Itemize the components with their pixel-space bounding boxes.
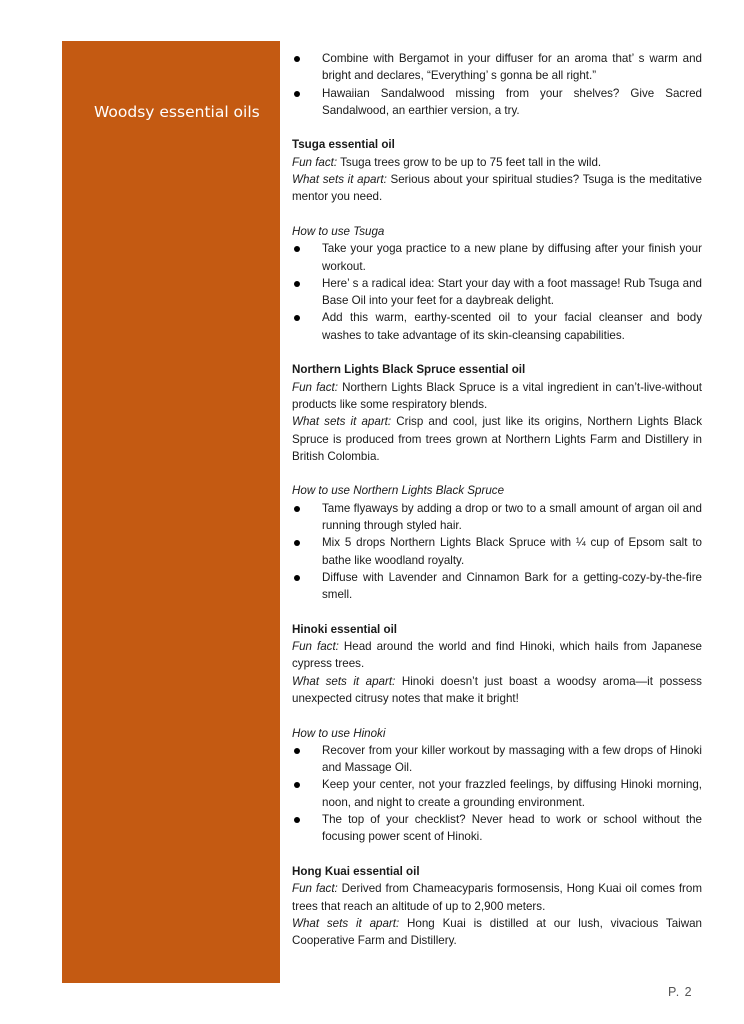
list-item: Diffuse with Lavender and Cinnamon Bark for a getting-cozy-by-the-fire smell. — [292, 569, 702, 604]
section-heading: Tsuga essential oil — [292, 138, 395, 152]
intro-bullet-list — [292, 50, 702, 119]
list-item: Hawaiian Sandalwood missing from your shelves? Give Sacred Sandalwood, an earthier version, a try. — [292, 85, 702, 120]
fun-fact-text: Head around the world and find Hinoki, which hails from Japanese cypress trees. — [292, 640, 702, 671]
fun-fact-text: Derived from Chameacyparis formosensis, Hong Kuai oil comes from trees that reach an altitude of up to 2,900 meters. — [292, 882, 703, 913]
list-item: Take your yoga practice to a new plane by diffusing after your finish your workout. — [292, 240, 702, 275]
what-sets-it-apart — [292, 413, 702, 465]
hongkuai-section — [292, 863, 702, 949]
tsuga-section — [292, 136, 702, 344]
list-item: Add this warm, earthy-scented oil to your facial cleanser and body washes to take advantage of its skin-cleansing capabilities. — [292, 309, 702, 344]
fun-fact — [292, 880, 702, 915]
what-sets-it-apart — [292, 171, 702, 206]
list-item: Combine with Bergamot in your diffuser for an aroma that’ s warm and bright and declares, “Everything’ s gonna be all right.” — [292, 50, 702, 85]
fun-fact-label: Fun fact: — [292, 882, 338, 896]
list-item: Here’ s a radical idea: Start your day with a foot massage! Rub Tsuga and Base Oil into your feet for a daybreak delight. — [292, 275, 702, 310]
what-sets-it-apart — [292, 915, 702, 950]
hinoki-bullet-list — [292, 742, 702, 846]
sidebar-title: Woodsy essential oils — [94, 103, 260, 121]
fun-fact-text: Northern Lights Black Spruce is a vital ingredient in can’t-live-without products like some respiratory blends. — [292, 380, 702, 411]
list-item: Tame flyaways by adding a drop or two to a small amount of argan oil and running through styled hair. — [292, 500, 702, 535]
fun-fact — [292, 154, 702, 171]
how-to-heading: How to use Northern Lights Black Spruce — [292, 484, 505, 498]
apart-label: What sets it apart: — [292, 674, 396, 688]
section-heading: Northern Lights Black Spruce essential oil — [292, 363, 526, 377]
fun-fact-text: Tsuga trees grow to be up to 75 feet tall in the wild. — [337, 155, 602, 169]
main-content — [292, 50, 702, 949]
apart-label: What sets it apart: — [292, 173, 387, 187]
tsuga-bullet-list — [292, 240, 702, 344]
fun-fact-label: Fun fact: — [292, 155, 338, 169]
apart-label: What sets it apart: — [292, 415, 392, 429]
list-item: Mix 5 drops Northern Lights Black Spruce with ¼ cup of Epsom salt to bathe like woodland royalty. — [292, 534, 702, 569]
how-to-heading: How to use Hinoki — [292, 726, 386, 740]
list-item: Keep your center, not your frazzled feelings, by diffusing Hinoki morning, noon, and night to create a grounding environment. — [292, 776, 702, 811]
hinoki-section — [292, 621, 702, 846]
spruce-bullet-list — [292, 500, 702, 604]
fun-fact-label: Fun fact: — [292, 380, 338, 394]
apart-label: What sets it apart: — [292, 916, 400, 930]
spruce-section — [292, 361, 702, 603]
apart-text: Hong Kuai is distilled at our lush, vivacious Taiwan Cooperative Farm and Distillery. — [292, 916, 702, 948]
how-to-heading: How to use Tsuga — [292, 224, 385, 238]
apart-text: Crisp and cool, just like its origins, Northern Lights Black Spruce is produced from trees grown at Northern Lights Farm and Distillery in British Colombia. — [292, 415, 702, 463]
section-heading: Hinoki essential oil — [292, 622, 398, 636]
list-item: Recover from your killer workout by massaging with a few drops of Hinoki and Massage Oil. — [292, 742, 702, 777]
what-sets-it-apart — [292, 673, 702, 708]
page-number: P. 2 — [668, 985, 693, 999]
fun-fact-label: Fun fact: — [292, 640, 339, 654]
list-item: The top of your checklist? Never head to work or school without the focusing power scent of Hinoki. — [292, 811, 702, 846]
apart-text: Hinoki doesn’t just boast a woodsy aroma—it possess unexpected citrusy notes that make it bright! — [292, 674, 702, 705]
apart-text: Serious about your spiritual studies? Tsuga is the meditative mentor you need. — [292, 173, 702, 204]
fun-fact — [292, 379, 702, 414]
sidebar — [62, 41, 280, 983]
fun-fact — [292, 638, 702, 673]
section-heading: Hong Kuai essential oil — [292, 864, 420, 878]
